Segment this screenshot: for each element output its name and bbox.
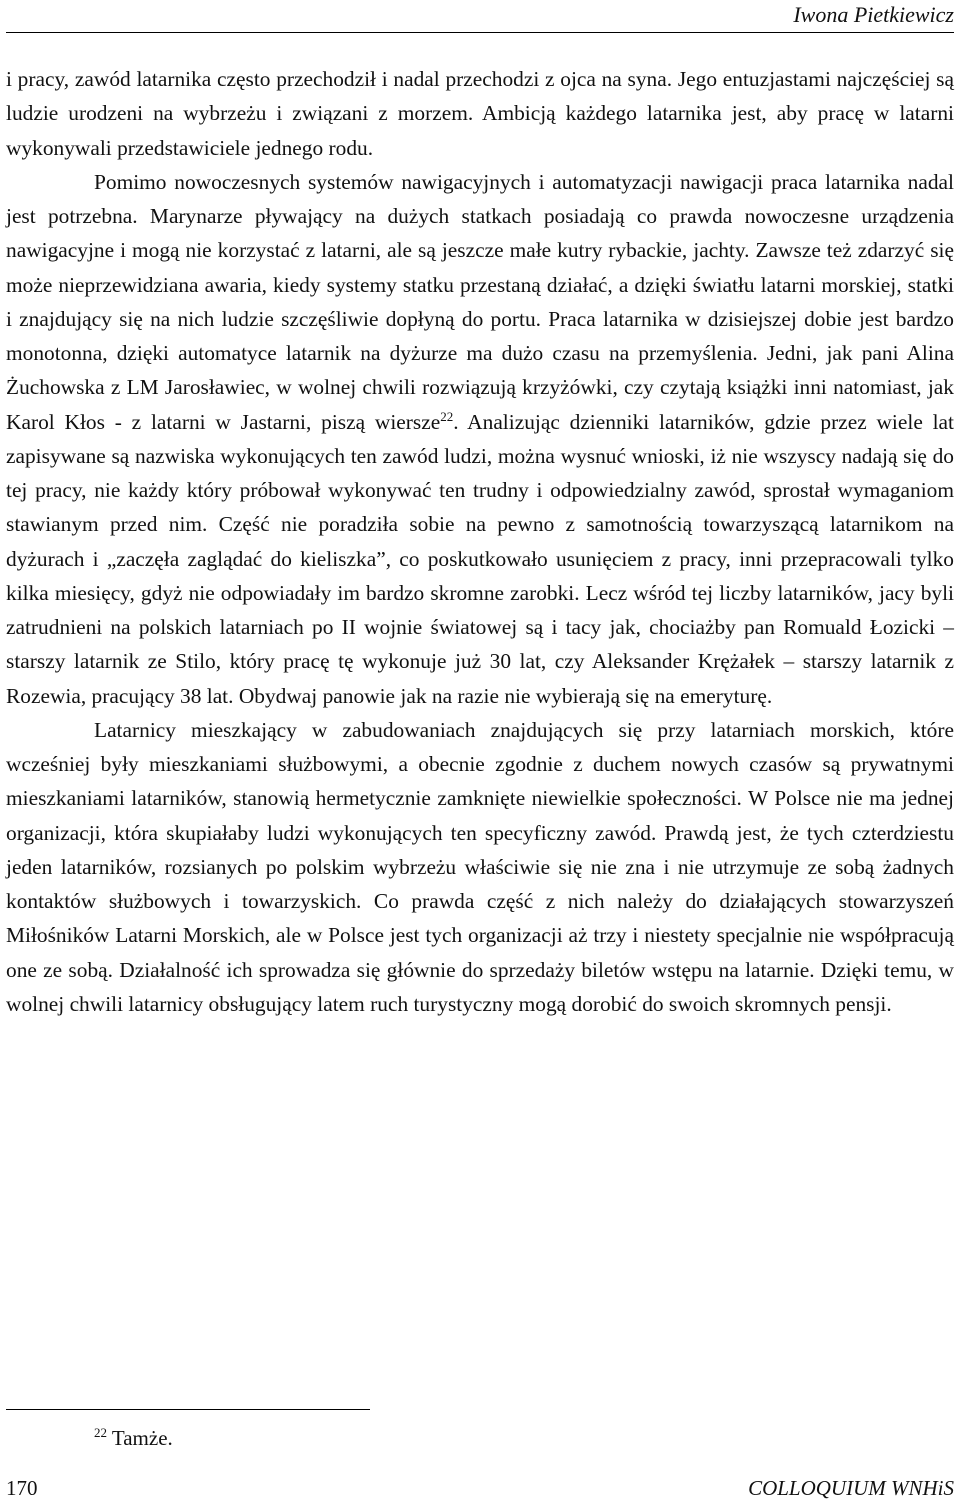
paragraph-2-text-before-ref: Pomimo nowoczesnych systemów nawigacyjnych i automatyzacji nawigacji praca latarnika nadal jest potrzebna. Marynarze pływający na dużych statkach posiadają co prawda nowoczesne urządzenia nawigacyjne i mogą nie korzystać z latarni, ale są jeszcze małe kutry rybackie, jachty. Zawsze też zdarzyć się może nieprzewidziana awaria, kiedy systemy statku przestaną działać, a dzięki światłu latarni morskiej, statki i znajdujący się na nich ludzie szczęśliwie dopłyną do portu. Praca latarnika w dzisiejszej dobie jest bardzo monotonna, dzięki automatyce latarnik na dyżurze ma dużo czasu na przemyślenia. Jedni, jak pani Alina Żuchowska z LM Jarosławiec, w wolnej chwili rozwiązują krzyżówki, czy czytają książki inni natomiast, jak Karol Kłos - z latarni w Jastarni, piszą wiersze: [6, 169, 954, 434]
footnote-number: 22: [94, 1425, 107, 1440]
paragraph-2-text-after-ref: . Analizując dzienniki latarników, gdzie przez wiele lat zapisywane są nazwiska wykonujących ten zawód ludzi, można wysnuć wnioski, iż nie wszyscy nadają się do tej pracy, nie każdy który próbował wykonywać ten trudny i odpowiedzialny zawód, sprostał wymaganiom stawianym przed nim. Część nie poradziła sobie na pewno z samotnością towarzyszącą latarnikom na dyżurach i „zaczęła zaglądać do kieliszka”, co poskutkowało usunięciem z pracy, inni przepracowali tylko kilka miesięcy, gdyż nie odpowiadały im bardzo skromne zarobki. Lecz wśród tej liczby latarników, jacy byli zatrudnieni na polskich latarniach po II wojnie światowej są i tacy jak, chociażby pan Romuald Łozicki – starszy latarnik ze Stilo, który pracę tę wykonuje już 30 lat, czy Aleksander Krężałek – starszy latarnik z Rozewia, pracujący 38 lat. Obydwaj panowie jak na razie nie wybierają się na emeryturę.: [6, 409, 954, 708]
footnote-text: Tamże.: [111, 1426, 173, 1450]
paragraph-2: [6, 165, 954, 713]
header-rule: [6, 32, 954, 33]
footnote: [94, 1425, 173, 1451]
footnote-reference[interactable]: 22: [440, 408, 454, 424]
body-text: [6, 62, 954, 1021]
paragraph-1: i pracy, zawód latarnika często przechodził i nadal przechodzi z ojca na syna. Jego entuzjastami najczęściej są ludzie urodzeni na wybrzeżu i związani z morzem. Ambicją każdego latarnika jest, aby pracę w latarni wykonywali przedstawiciele jednego rodu.: [6, 67, 954, 160]
page-number: 170: [6, 1476, 38, 1500]
paragraph-3: Latarnicy mieszkający w zabudowaniach znajdujących się przy latarniach morskich, które wcześniej były mieszkaniami służbowymi, a obecnie zgodnie z duchem nowych czasów są prywatnymi mieszkaniami latarników, stanowią hermetycznie zamknięte niewielkie społeczności. W Polsce nie ma jednej organizacji, która skupiałaby ludzi wykonujących ten specyficzny zawód. Prawdą jest, że tych czterdziestu jeden latarników, rozsianych po polskim wybrzeżu właściwie się nie zna i nie utrzymuje ze sobą żadnych kontaktów służbowych i towarzyskich. Co prawda część z nich należy do działających stowarzyszeń Miłośników Latarni Morskich, ale w Polsce jest tych organizacji aż trzy i niestety specjalnie nie współpracują one ze sobą. Działalność ich sprowadza się głównie do sprzedaży biletów wstępu na latarnie. Dzięki temu, w wolnej chwili latarnicy obsługujący latem ruch turystyczny mogą dorobić do swoich skromnych pensji.: [6, 717, 954, 1016]
running-header-author: Iwona Pietkiewicz: [793, 2, 954, 27]
footnote-rule: [6, 1409, 370, 1410]
journal-name: COLLOQUIUM WNHiS: [748, 1476, 954, 1500]
